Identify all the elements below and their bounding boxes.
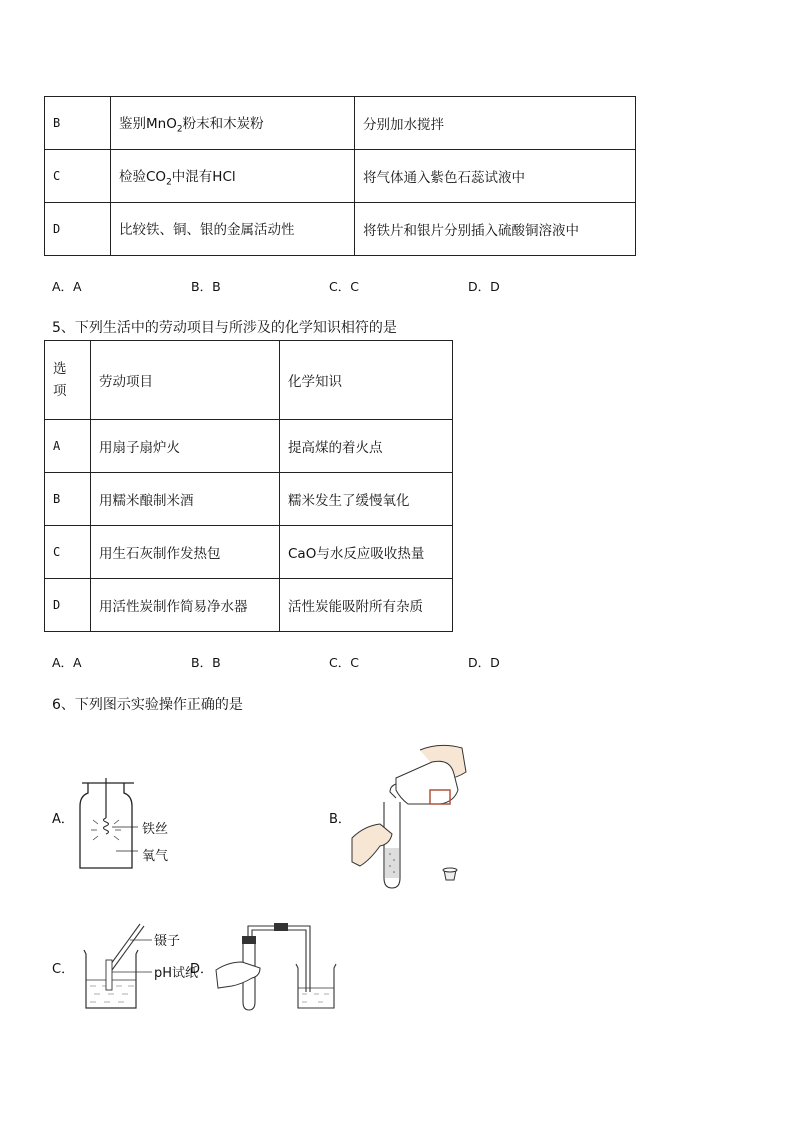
q4-table-row <box>45 97 636 150</box>
q4-method-cell: 将气体通入紫色石蕊试液中 <box>355 150 636 203</box>
q5-knowledge-cell: 糯米发生了缓慢氧化 <box>280 473 453 526</box>
q5-table <box>44 340 453 632</box>
q6-option-a-letter[interactable]: A． <box>52 812 74 827</box>
q5-header-item: 劳动项目 <box>91 341 280 420</box>
q5-option-cell: C <box>45 526 91 579</box>
q4-method-cell: 分别加水搅拌 <box>355 97 636 150</box>
q5-knowledge-cell: 活性炭能吸附所有杂质 <box>280 579 453 632</box>
q4-purpose-cell: 鉴别MnO$_2$粉末和木炭粉 <box>111 97 355 150</box>
q4-method-cell: 将铁片和银片分别插入硫酸铜溶液中 <box>355 203 636 256</box>
q5-header-knowledge: 化学知识 <box>280 341 453 420</box>
q6-option-d-letter[interactable]: D． <box>190 962 214 977</box>
iron-wire-combustion-figure <box>76 778 186 873</box>
q5-knowledge-cell: CaO与水反应吸收热量 <box>280 526 453 579</box>
q5-item-cell: 用生石灰制作发热包 <box>91 526 280 579</box>
q4-option-d[interactable]: D．D <box>468 279 500 294</box>
q5-table-row <box>45 579 453 632</box>
q5-table-row <box>45 526 453 579</box>
q5-table-row <box>45 473 453 526</box>
q4-purpose-cell: 检验$CO_2$中混有HCl <box>111 150 355 203</box>
q5-item-cell: 用扇子扇炉火 <box>91 420 280 473</box>
q4-table-row <box>45 150 636 203</box>
oxygen-label: 氧气 <box>142 849 169 864</box>
airtightness-check-figure <box>214 918 344 1014</box>
q5-table-row <box>45 420 453 473</box>
q5-option-b[interactable]: B．B <box>191 655 221 670</box>
q5-title: 5、下列生活中的劳动项目与所涉及的化学知识相符的是 <box>52 320 397 336</box>
iron-wire-label: 铁丝 <box>142 822 169 837</box>
q5-option-d[interactable]: D．D <box>468 655 500 670</box>
q5-option-c[interactable]: C．C <box>329 655 359 670</box>
liquid-pouring-figure <box>350 742 480 892</box>
q4-option-cell: D <box>45 203 111 256</box>
q5-option-cell: A <box>45 420 91 473</box>
q6-option-b-letter[interactable]: B． <box>329 812 351 827</box>
ph-paper-label: pH试纸 <box>154 966 199 981</box>
tweezers-label: 镊子 <box>154 934 181 949</box>
q4-table <box>44 96 636 256</box>
q5-option-a[interactable]: A．A <box>52 655 82 670</box>
q4-option-b[interactable]: B．B <box>191 279 221 294</box>
q4-option-c[interactable]: C．C <box>329 279 359 294</box>
q5-header-option: 选 项 <box>45 341 91 420</box>
q5-item-cell: 用活性炭制作简易净水器 <box>91 579 280 632</box>
q4-purpose-cell: 比较铁、铜、银的金属活动性 <box>111 203 355 256</box>
q4-option-cell: C <box>45 150 111 203</box>
q6-option-c-letter[interactable]: C． <box>52 962 75 977</box>
q4-option-cell: B <box>45 97 111 150</box>
q5-option-cell: B <box>45 473 91 526</box>
q6-title: 6、下列图示实验操作正确的是 <box>52 697 243 713</box>
q4-table-row <box>45 203 636 256</box>
q5-item-cell: 用糯米酿制米酒 <box>91 473 280 526</box>
q4-option-a[interactable]: A．A <box>52 279 82 294</box>
q5-knowledge-cell: 提高煤的着火点 <box>280 420 453 473</box>
q5-header-row <box>45 341 453 420</box>
q5-option-cell: D <box>45 579 91 632</box>
